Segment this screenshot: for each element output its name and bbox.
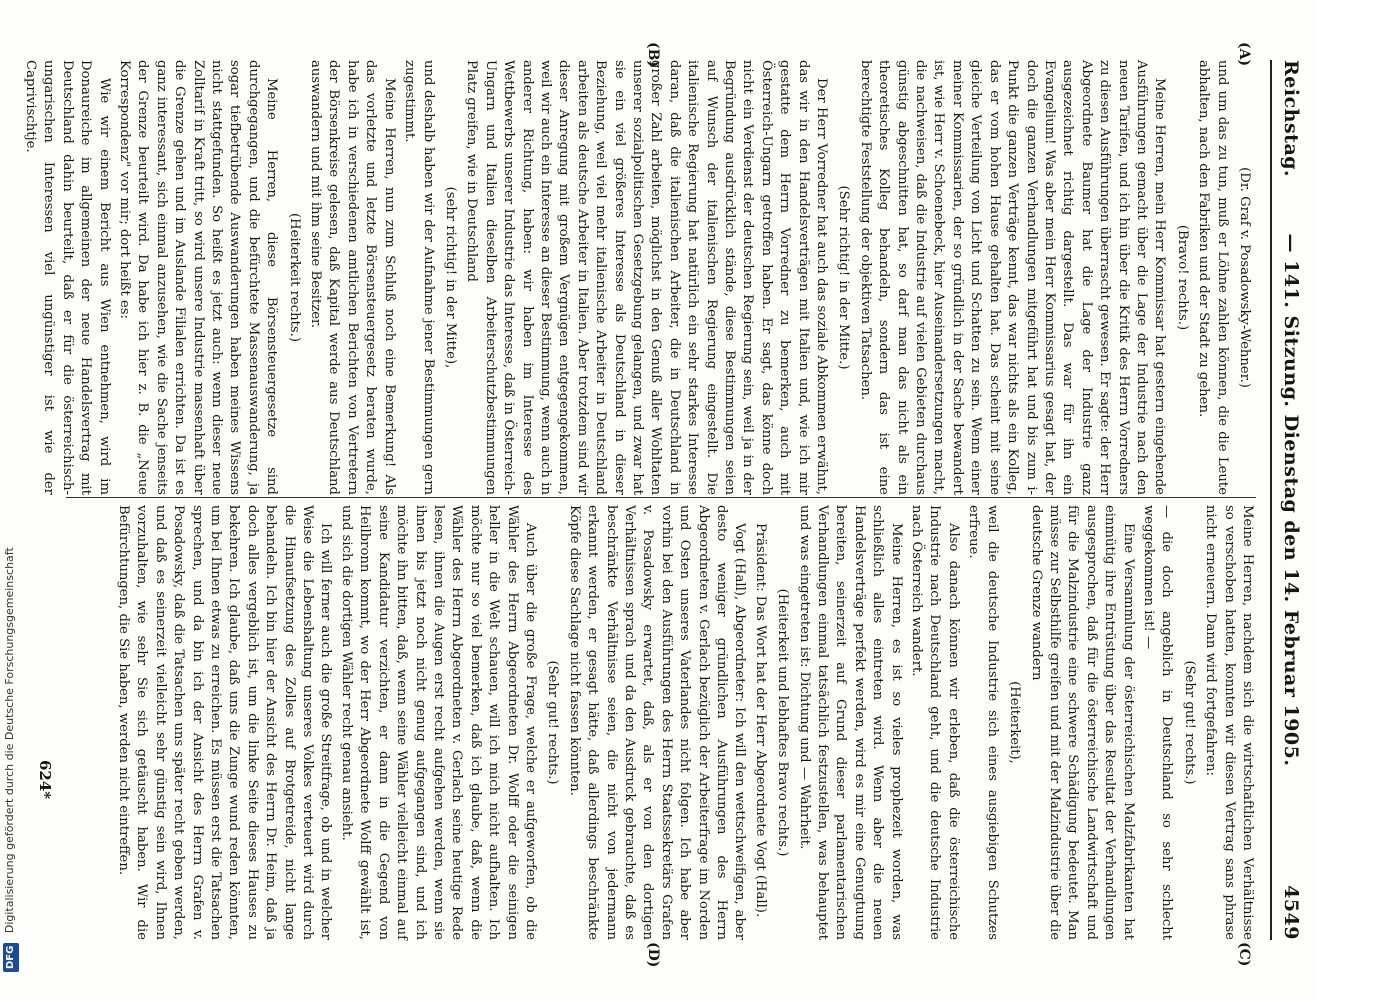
page-header (1272, 60, 1302, 940)
paragraph: Vogt (Hall), Abgeordneter: Ich will den wettschweifigen, aber desto weniger gründlichen Ausführungen des Herrn Abgeordneten v. Gerlach bezüglich der Arbeiterfrage im Norden und Osten unseres Vaterlandes nicht folgen. Ich habe aber vorhin bei den Ausführungen des Herrn Staatssekretärs Grafen v. Posadowsky erwartet, daß, als er von den dortigen Verhältnissen sprach und da den Ausdruck gebrauchte, daß es beschränkte Verhältnisse seien, die nicht von jedermann erkannt werden, er gesagt hätte, daß allerdings beschränkte Köpfe diese Sachlage nicht fassen könnten. (566, 505, 748, 940)
paragraph: Meine Herren, diese Börsensteuergesetze sind durchgegangen, und die befürchtete Massenauswanderung, ja sogar tiefbetrübende Auswanderungen haben meines Wissens nicht stattgefunden. So heißt es jetzt auch: wenn dieser neue Zolltarif in Kraft tritt, so wird unsere Industrie massenhaft über die Grenze gehen und im Auslande Filialen errichten. Da ist es ganz interessant, sich einmal anzusehen, wie die Sache jenseits der Grenze beurteilt wird. Da habe ich hier z. B. die „Neue Korrespondenz" vor mir; dort heißt es: (117, 60, 280, 495)
speaker-line: (Dr. Graf v. Posadowsky-Wehner.) (1237, 167, 1252, 388)
paragraph: weil die deutsche Industrie sich eines ausgiebigen Schutzes erfreue. (966, 505, 1000, 940)
interjection: (Sehr richtig! in der Mitte.) (836, 185, 852, 370)
header-rule (1270, 60, 1272, 940)
paragraph: Meine Herren, es ist so vieles prophezeit worden, was schließlich alles eintreten wird. Wenn aber die neuen Handelsverträge perfekt werden, wird es mir eine Genugtuung bereiten, seinerzeit auf Grund dieser parlamentarischen Verhandlungen einmal tatsächlich festzustellen, was behauptet und was eingetreten ist: Dichtung und — Wahrheit. (796, 505, 904, 940)
paragraph: Auch über die große Frage, welche er aufgeworfen, ob die Wähler des Herrn Abgeordneten Dr. Wolff oder die seinigen heller in die Welt schauen, will ich mich nicht aufhalten. Ich möchte nur so viel bemerken, daß ich glaube, daß, wenn die Wähler des Herrn Abgeordneten v. Gerlach seine heutige Rede lesen, ihnen die Augen erst recht aufgehen werden, wenn sie ihnen bis jetzt noch nicht genug aufgegangen sind, und ich möchte ihn bitten, daß, wenn seine Wähler vielleicht einmal auf seine Kandidatur verzichten, er dann in die Gegend von Heilbronn kommt, wo der Herr Abgeordnete Wolff gewählt ist, und sich die dortigen Wähler recht genau ansieht. (338, 505, 538, 940)
margin-letter-c: (C) (1236, 942, 1252, 967)
interjection: (Sehr gut! rechts.) (545, 660, 561, 785)
paragraph: Wie wir einem Bericht aus Wien entnehmen, wird im Donaureiche im allgemeinen der neue Handelsvertrag mit Deutschland dahin beurteilt, daß er für die österreichisch-ungarischen Interessen viel ungünstiger ist wie der Caprivischtje. (23, 60, 112, 495)
digitization-credit (2, 0, 20, 1000)
paragraph: Also danach können wir erleben, daß die österreichische Industrie nach Deutschland geht, und die deutsche Industrie nach Österreich wandert. (909, 505, 961, 940)
paragraph: — die doch angeblich in Deutschland so sehr schlecht weggekommen ist! — (1140, 505, 1175, 940)
interjection: (Sehr gut! rechts.) (1181, 660, 1197, 785)
paragraph: Ich will ferner auch die große Streitfrage, ob und in welcher Weise die Lebenshaltung unseres Volkes verteuert wird durch die Hinaufsetzung des Zolles auf Brotgetreide, nicht lange behandeln. Ich bin hier der Ansicht des Herrn Dr. Heim, daß ja doch alles vergeblich ist, um die linke Seite dieses Hauses zu bekehren. Ich glaube, daß uns die Zunge wund reden könnten, um bei Ihnen etwas zu erreichen. Es müssen erst die Tatsachen sprechen, und da bin ich der Ansicht des Herrn Grafen v. Posadowsky, daß die Tatsachen uns später recht geben werden, und daß es seinerzeit vielleicht sehr günstig sein wird, Ihnen vorzuhalten, wie sehr Sie sich getäuscht haben. Wir die Befürchtungen, die Sie haben, werden nicht eintreffen. (116, 505, 334, 940)
interjection: (Heiterkeit rechts.) (286, 213, 302, 342)
header-center: — 141. Sitzung. Dienstag den 14. Februar 1905. (1280, 233, 1302, 767)
interjection: (Heiterkeit), (1007, 681, 1023, 764)
footer-number: 624* (36, 760, 54, 800)
paragraph: und deshalb haben wir der Aufnahme jener Bestimmungen gern zugestimmt. (402, 60, 436, 495)
header-page-number: 4549 (1280, 885, 1302, 940)
margin-letter-d: (D) (645, 942, 661, 968)
paragraph: Meine Herren, nachdem sich die wirtschaftlichen Verhältnisse so verschoben hatten, konnten wir diesen Vertrag sans phrase nicht erneuern. Dann wird fortgefahren: (1203, 505, 1255, 940)
interjection: (sehr richtig! in der Mitte), (442, 186, 458, 369)
paragraph: Der Herr Vorredner hat auch das soziale Abkommen erwähnt, das wir in den Handelsverträgen mit Italien und, wie ich mir gestatte dem Herrn Vorredner zu bemerken, auch mit Österreich-Ungarn getroffen haben. Er sagt, das könne doch nicht ein Verdienst der deutschen Regierung sein, weil ja in der Begründung ausdrücklich stände, diese Bestimmungen seien auf Wunsch der italienischen Regierung eingestellt. Die italienische Regierung hat natürlich ein sehr starkes Interesse daran, daß die italienischen Arbeiter, die in Deutschland in großer Zahl arbeiten, möglichst in den Genuß aller Wohltaten unserer sozialpolitischen Gesetzgebung gelangen, und zwar hat sie ein viel größeres Interesse als Deutschland in dieser Beziehung, weil viel mehr italienische Arbeiter in Deutschland arbeiten als deutsche Arbeiter in Italien. Aber trotzdem sind wir dieser Anregung mit großem Vergnügen entgegengekommen, weil wir auch ein Interesse an dieser Bestimmung, wenn auch in anderer Richtung, haben: wir haben im Interesse des Wettbewerbs unserer Industrie das Interesse, daß in Österreich-Ungarn und Italien dieselben Arbeiterschutzbestimmungen Platz greifen, wie in Deutschland (464, 60, 830, 495)
right-text-column (112, 505, 1256, 940)
interjection: (Heiterkeit und lebhaftes Bravo rechts.) (775, 588, 791, 857)
margin-letter-a: (A) (1236, 42, 1252, 67)
column-divider (66, 497, 1256, 498)
paragraph: Präsident: Das Wort hat der Herr Abgeordnete Vogt (Hall). (752, 523, 768, 918)
header-left: Reichstag. (1280, 60, 1302, 178)
interjection: (Bravo! rechts.) (1174, 224, 1190, 331)
paragraph: Eine Versammlung der österreichischen Malzfabrikanten hat einmütig ihre Entrüstung über das Resultat der Verhandlungen ausgesprochen, daß für die österreichische Landwirtschaft und für die Malzindustrie eine schwere Schädigung bedeutet. Man müsse zur Selbsthilfe greifen und mit der Malzindustrie über die deutsche Grenze wandern (1028, 505, 1136, 941)
paragraph: Meine Herren, mein Herr Kommissar hat gestern eingehende Ausführungen gemacht über die Lage der Industrie nach den neuen Tarifen, und ich hin über die Kritik des Herrn Vorredners zu diesen Ausführungen überrascht gewesen. Er sagte: der Herr Abgeordnete Baumer hat die Lage der Industrie ganz ausgezeichnet richtig dargestellt. Das war für ihn ein Evangelium! Was aber mein Herr Kommissarius gesagt hat, der doch die ganzen Verhandlungen mitgeführt hat und bis zum i-Punkt die ganzen Verträge kennt, das war nichts als ein Kolleg, das er vom hohen Hause gehalten hat. Das scheint mit seine gleiche Verteilung von Licht und Schatten zu sein. Wenn einer meiner Kommissarien, der so gründlich in der Sache bewandert ist, wie Herr v. Schoenebeck, hier Auseinandersetzungen macht, die nachweisen, daß die Industrie auf vielen Gebieten durchaus günstig abgeschnitten hat, so darf man das nicht als ein theoretisches Kolleg behandeln, sondern das ist eine berechtigte Feststellung der objektiven Tatsachen. (857, 60, 1168, 495)
left-text-column (19, 60, 1256, 495)
paragraph: und um das zu tun, muß er Löhne zahlen können, die die Leute abhalten, nach den Fabriken und der Stadt zu gehen. (1196, 60, 1230, 495)
margin-letter-b: (B) (645, 42, 661, 68)
paragraph: Meine Herren, nun zum Schluß noch eine Bemerkung! Als das vorletzte und letzte Börsensteuergesetz beraten wurde, habe ich in verschiedenen amtlichen Berichten von Vertretern der Börsenkreise gelesen, daß Kapital werde aus Deutschland auswandern und mit ihm seine Besitzer. (308, 60, 397, 495)
credit-text: Digitalisierung gefördert durch die Deutsche Forschungsgemeinschaft (3, 547, 16, 934)
dfg-logo: DFG (3, 943, 19, 972)
